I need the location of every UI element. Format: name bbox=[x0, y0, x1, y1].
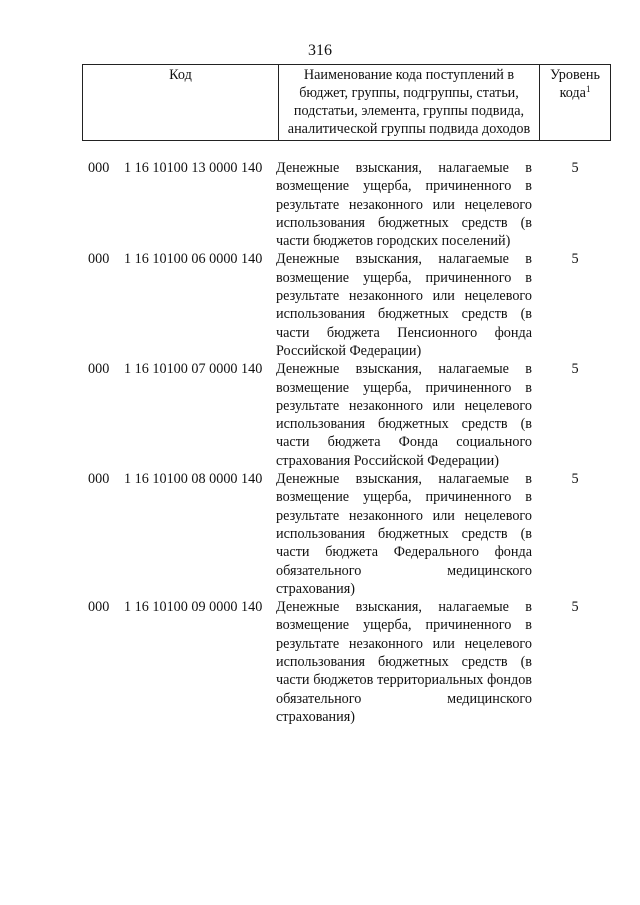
table-row bbox=[82, 159, 602, 250]
row-prefix: 000 bbox=[88, 160, 110, 176]
header-level-footnote: 1 bbox=[585, 84, 591, 94]
row-code: 1 16 10100 08 0000 140 bbox=[124, 471, 263, 488]
table-header bbox=[82, 64, 611, 141]
row-name: Денежные взыскания, налагаемые в возмещение ущерба, причиненного в результате незаконного или нецелевого использования бюджетных средств (в части бюджетов территориальных фондов обязательного медицинского страхования) bbox=[276, 599, 532, 725]
table-row bbox=[82, 598, 602, 726]
row-prefix: 000 bbox=[88, 599, 110, 616]
row-name: Денежные взыскания, налагаемые в возмещение ущерба, причиненного в результате незаконного или нецелевого использования бюджетных средств (в части бюджетов городских поселений) bbox=[276, 160, 532, 250]
row-prefix: 000 bbox=[88, 361, 110, 378]
row-level: 5 bbox=[571, 361, 579, 378]
table-row bbox=[82, 360, 602, 470]
table-row bbox=[82, 470, 602, 598]
row-name: Денежные взыскания, налагаемые в возмещение ущерба, причиненного в результате незаконного или нецелевого использования бюджетных средств (в части бюджета Фонда социального страхования Российской Федерации) bbox=[276, 361, 532, 469]
page-number: 316 bbox=[308, 42, 332, 59]
row-prefix: 000 bbox=[88, 471, 110, 488]
row-level: 5 bbox=[571, 160, 579, 176]
row-level: 5 bbox=[571, 599, 579, 616]
row-code: 1 16 10100 07 0000 140 bbox=[124, 361, 263, 378]
row-code: 1 16 10100 06 0000 140 bbox=[124, 251, 263, 268]
header-code: Код bbox=[83, 65, 279, 141]
row-prefix: 000 bbox=[88, 251, 110, 268]
row-code: 1 16 10100 13 0000 140 bbox=[124, 160, 263, 176]
row-code: 1 16 10100 09 0000 140 bbox=[124, 599, 263, 616]
header-level-label: Уровень кода bbox=[550, 67, 600, 101]
row-name: Денежные взыскания, налагаемые в возмещение ущерба, причиненного в результате незаконного или нецелевого использования бюджетных средств (в части бюджета Федерального фонда обязательного медицинского страхования) bbox=[276, 471, 532, 597]
header-name: Наименование кода поступлений в бюджет, группы, подгруппы, статьи, подстатьи, элемента, группы подвида, аналитической группы подвида доходов bbox=[279, 65, 540, 141]
row-level: 5 bbox=[571, 471, 579, 488]
row-level: 5 bbox=[571, 251, 579, 268]
header-level bbox=[540, 65, 611, 141]
row-name: Денежные взыскания, налагаемые в возмещение ущерба, причиненного в результате незаконного или нецелевого использования бюджетных средств (в части бюджета Пенсионного фонда Российской Федерации) bbox=[276, 251, 532, 359]
table-body bbox=[82, 159, 602, 726]
table-row bbox=[82, 250, 602, 360]
